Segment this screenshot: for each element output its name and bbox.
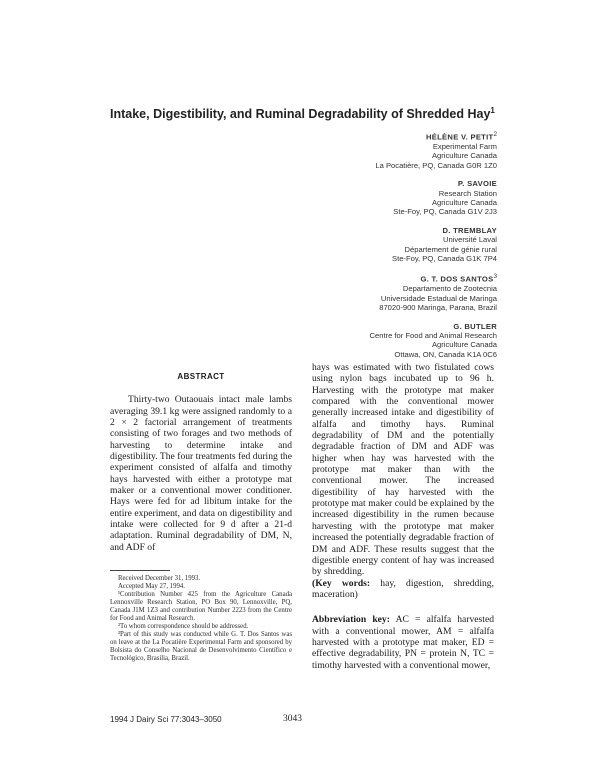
author-name: HÉLÈNE V. PETIT [425, 132, 494, 142]
page-number: 3043 [283, 714, 302, 724]
author-entry [197, 130, 497, 170]
journal-citation: 1994 J Dairy Sci 77:3043–3050 [110, 715, 222, 724]
affiliation-line: Université Laval [442, 235, 497, 245]
author-block [197, 130, 497, 368]
footnotes [110, 575, 292, 664]
abstract-text-continued: hays was estimated with two fistulated cows using nylon bags incubated up to 96 h. Harvesting with the prototype mat maker compared with the conventional mower generally increased intake and digestibility of alfalfa and timothy hays. Ruminal degradability of DM and the potentially degradable fraction of DM and ADF was higher when hay was harvested with the prototype mat maker than with the conventional mower. The increased digestibility of hay harvested with the prototype mat maker could be explained by the increased digestibility in the rumen because harvesting with the prototype mat maker increased the potentially degradable fraction of DM and ADF. These results suggest that the digestible energy content of hay was increased by shredding. [312, 362, 494, 578]
affiliation-line: Agriculture Canada [431, 151, 497, 161]
footnote-divider [110, 570, 170, 571]
abbreviation-key-label: Abbreviation key: [312, 614, 390, 626]
footnote-accepted: Accepted May 27, 1994. [118, 583, 186, 591]
author-entry [197, 272, 497, 312]
affiliation-line: Ottawa, ON, Canada K1A 0C6 [394, 349, 497, 359]
affiliation-line: Experimental Farm [432, 141, 497, 151]
affiliation-line: Ste-Foy, PQ, Canada G1V 2J3 [393, 207, 497, 217]
abbreviation-key-text: AC = alfalfa harvested with a conventional mower, AM = alfalfa harvested with a prototype mat maker, ED = effective degradability, PN = protein N, TC = timothy harvested with a conventional mower, [312, 614, 494, 671]
keywords [312, 578, 494, 601]
author-footnote-mark: 3 [493, 273, 497, 281]
author-footnote-mark: 2 [493, 131, 497, 138]
footnote-contribution: ¹Contribution Number 425 from the Agriculture Canada Lennoxville Research Station, PO Box 90, Lennoxville, PQ, Canada J1M 1Z3 and contribution Number 2223 from the Centre for Food and Animal Research. [110, 591, 292, 623]
affiliation-line: Agriculture Canada [431, 197, 497, 207]
author-name: D. TREMBLAY [442, 225, 497, 235]
author-name: P. SAVOIE [457, 179, 497, 189]
affiliation-line: Universidade Estadual de Maringa [380, 293, 497, 303]
affiliation-line: Département de génie rural [404, 244, 497, 254]
author-name: G. BUTLER [453, 321, 497, 331]
title-footnote-mark: 1 [490, 106, 495, 115]
affiliation-line: Ste-Foy, PQ, Canada G1K 7P4 [392, 254, 497, 263]
affiliation-line: La Pocatière, PQ, Canada G0R 1Z0 [375, 160, 497, 170]
affiliation-line: Departamento de Zootecnia [402, 284, 497, 294]
keywords-label: (Key words: [312, 577, 371, 589]
right-column [312, 362, 494, 671]
keywords-text: hay, digestion, shredding, maceration) [312, 577, 494, 600]
affiliation-line: Research Station [438, 188, 497, 198]
abbreviation-key [312, 614, 494, 671]
affiliation-line: 87020-900 Maringa, Parana, Brazil [379, 303, 497, 313]
footnote-correspondence: ²To whom correspondence should be addressed. [118, 623, 249, 631]
author-entry [197, 179, 497, 217]
abstract-heading: ABSTRACT [177, 372, 225, 381]
article-title: Intake, Digestibility, and Ruminal Degradability of Shredded Hay$^1$ [110, 106, 495, 122]
affiliation-line: Centre for Food and Animal Research [369, 330, 497, 340]
author-name: G. T. DOS SANTOS [420, 274, 494, 284]
footnote-sponsor: ³Part of this study was conducted while G. T. Dos Santos was on leave at the La Pocatière Experimental Farm and sponsored by Bolsista do Conselho Nacional de Desenvolvimento Científico e Tecnológico, Brasilia, Brazil. [110, 631, 292, 663]
affiliation-line: Agriculture Canada [431, 340, 497, 350]
abstract-text: Thirty-two Outaouais intact male lambs averaging 39.1 kg were assigned randomly to a 2 × 2 factorial arrangement of treatments consisting of two forages and two methods of harvesting to determine intake and digestibility. The four treatments fed during the experiment consisted of alfalfa and timothy hays harvested with either a prototype mat maker or a conventional mower conditioner. Hays were fed for ad libitum intake for the entire experiment, and data on digestibility and intake were collected for 9 d after a 21-d adaptation. Ruminal degradability of DM, N, and ADF of [110, 394, 292, 553]
left-column [110, 371, 292, 553]
footnote-received: Received December 31, 1993. [118, 575, 201, 582]
author-entry [197, 322, 497, 360]
author-entry [197, 226, 497, 264]
